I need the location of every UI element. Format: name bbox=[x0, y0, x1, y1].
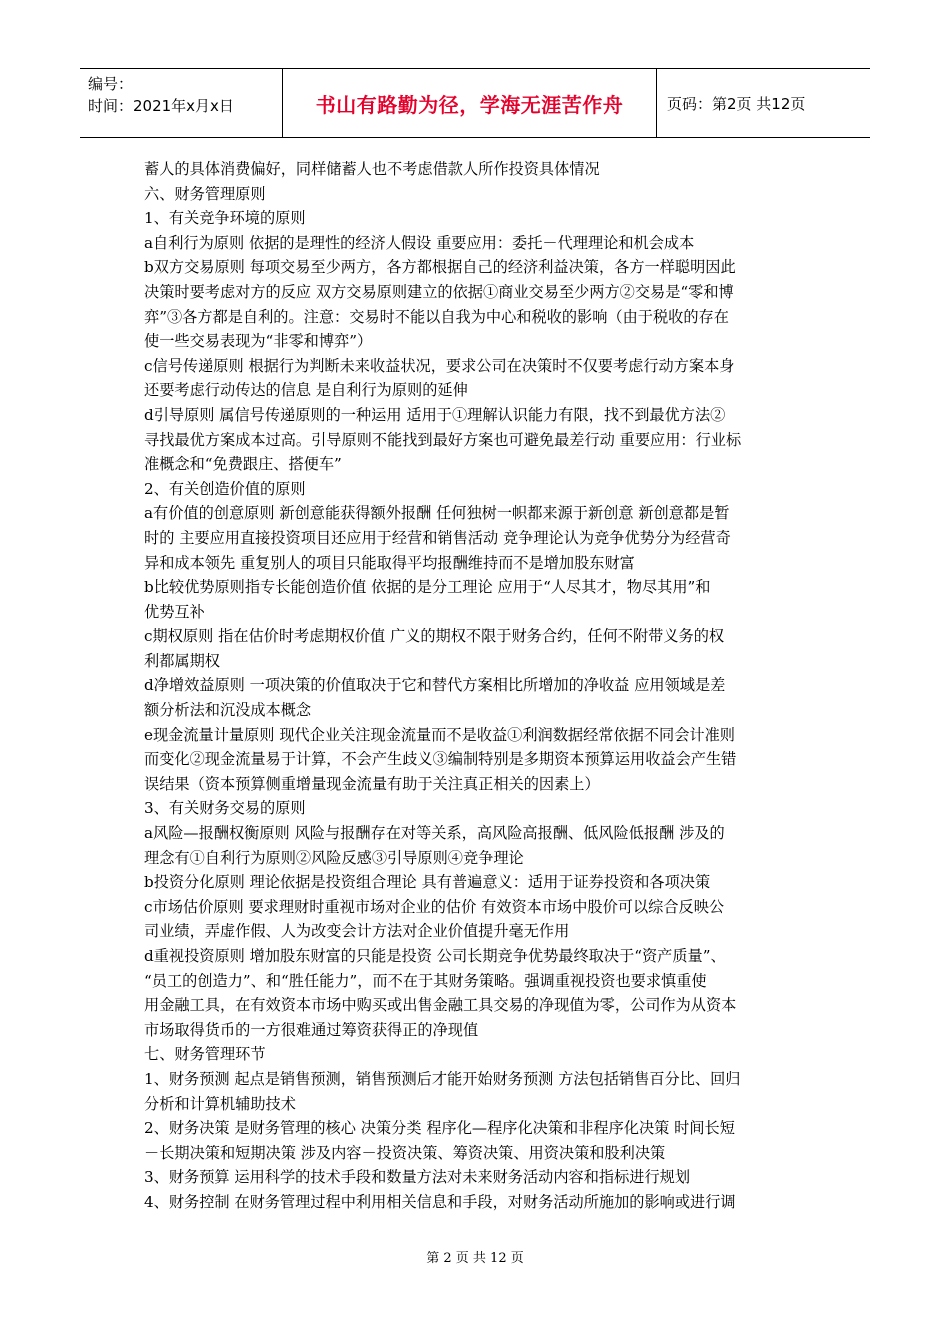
text-line: 2、有关创造价值的原则 bbox=[144, 479, 306, 498]
header-page-cell bbox=[657, 69, 870, 137]
footer-page-number: 第 2 页 共 12 页 bbox=[426, 1251, 524, 1266]
text-line: d重视投资原则 增加股东财富的只能是投资 公司长期竞争优势最终取决于“资产质量”、 bbox=[144, 947, 726, 965]
text-line: 优势互补 bbox=[144, 602, 205, 621]
text-line: 司业绩，弄虚作假、人为改变会计方法对企业价值提升毫无作用 bbox=[144, 922, 570, 941]
text-line: 理念有①自利行为原则②风险反感③引导原则④竞争理论 bbox=[144, 848, 524, 867]
text-line: d净增效益原则 一项决策的价值取决于它和替代方案相比所增加的净收益 应用领域是差 bbox=[144, 676, 726, 695]
text-line: 分析和计算机辅助技术 bbox=[144, 1094, 296, 1113]
text-line: 弈”③各方都是自利的。注意：交易时不能以自我为中心和税收的影响（由于税收的存在 bbox=[144, 307, 729, 326]
text-line: 异和成本领先 重复别人的项目只能取得平均报酬维持而不是增加股东财富 bbox=[144, 553, 635, 572]
motto-text: 书山有路勤为径，学海无涯苦作舟 bbox=[315, 92, 624, 117]
text-line: 使一些交易表现为“非零和博弈”） bbox=[144, 332, 373, 351]
text-line: 还要考虑行动传达的信息 是自利行为原则的延伸 bbox=[144, 381, 468, 400]
text-line: b双方交易原则 每项交易至少两方，各方都根据自己的经济利益决策，各方一样聪明因此 bbox=[144, 258, 736, 277]
text-line: 用金融工具，在有效资本市场中购买或出售金融工具交易的净现值为零，公司作为从资本 bbox=[144, 996, 737, 1015]
date-label: 时间：2021年x月x日 bbox=[88, 97, 234, 115]
text-line: 3、有关财务交易的原则 bbox=[144, 799, 306, 818]
text-line: 而变化②现金流量易于计算，不会产生歧义③编制特别是多期资本预算运用收益会产生错 bbox=[144, 750, 737, 769]
text-line: b投资分化原则 理论依据是投资组合理论 具有普遍意义：适用于证券投资和各项决策 bbox=[144, 873, 711, 892]
text-line: 寻找最优方案成本过高。引导原则不能找到最好方案也可避免最差行动 重要应用：行业标 bbox=[144, 430, 742, 449]
text-line: 七、财务管理环节 bbox=[144, 1045, 266, 1064]
text-line: a风险—报酬权衡原则 风险与报酬存在对等关系，高风险高报酬、低风险低报酬 涉及的 bbox=[144, 824, 725, 843]
text-line: －长期决策和短期决策 涉及内容－投资决策、筹资决策、用资决策和股利决策 bbox=[144, 1143, 666, 1162]
text-line: 利都属期权 bbox=[144, 651, 220, 670]
text-line: c市场估价原则 要求理财时重视市场对企业的估价 有效资本市场中股价可以综合反映公 bbox=[144, 897, 725, 916]
text-line: a有价值的创意原则 新创意能获得额外报酬 任何独树一帜都来源于新创意 新创意都是暂 bbox=[144, 504, 730, 523]
text-line: 六、财务管理原则 bbox=[144, 184, 266, 203]
text-line: d引导原则 属信号传递原则的一种运用 适用于①理解认识能力有限，找不到最优方法② bbox=[144, 405, 726, 424]
text-line: a自利行为原则 依据的是理性的经济人假设 重要应用：委托－代理理论和机会成本 bbox=[144, 233, 695, 252]
text-line: 误结果（资本预算侧重增量现金流量有助于关注真正相关的因素上） bbox=[144, 774, 600, 793]
header-meta-cell bbox=[80, 69, 283, 137]
text-line: 额分析法和沉没成本概念 bbox=[144, 701, 312, 720]
text-line: 市场取得货币的一方很难通过筹资获得正的净现值 bbox=[144, 1020, 479, 1039]
text-line: 4、财务控制 在财务管理过程中利用相关信息和手段，对财务活动所施加的影响或进行调 bbox=[144, 1192, 736, 1211]
text-line: 2、财务决策 是财务管理的核心 决策分类 程序化—程序化决策和非程序化决策 时间长短 bbox=[144, 1119, 735, 1138]
text-line: 时的 主要应用直接投资项目还应用于经营和销售活动 竞争理论认为竞争优势分为经营奇 bbox=[144, 528, 731, 547]
text-line: c期权原则 指在估价时考虑期权价值 广义的期权不限于财务合约，任何不附带义务的权 bbox=[144, 627, 725, 646]
text-line: 准概念和“免费跟庄、搭便车” bbox=[144, 455, 342, 474]
page-header bbox=[80, 68, 870, 138]
text-line: 1、财务预测 起点是销售预测，销售预测后才能开始财务预测 方法包括销售百分比、回归 bbox=[144, 1069, 741, 1088]
text-line: 1、有关竞争环境的原则 bbox=[144, 209, 306, 228]
text-line: 决策时要考虑对方的反应 双方交易原则建立的依据①商业交易至少两方②交易是“零和博 bbox=[144, 282, 734, 301]
document-body bbox=[144, 157, 814, 1215]
page-footer bbox=[0, 1247, 950, 1266]
serial-label: 编号： bbox=[88, 75, 134, 93]
text-line: “员工的创造力”、和“胜任能力”，而不在于其财务策略。强调重视投资也要求慎重使 bbox=[144, 971, 707, 990]
header-motto-cell bbox=[283, 69, 657, 137]
text-line: e现金流量计量原则 现代企业关注现金流量而不是收益①利润数据经常依据不同会计准则 bbox=[144, 725, 735, 744]
text-line: c信号传递原则 根据行为判断未来收益状况，要求公司在决策时不仅要考虑行动方案本身 bbox=[144, 356, 735, 375]
text-line: b比较优势原则指专长能创造价值 依据的是分工理论 应用于“人尽其才，物尽其用”和 bbox=[144, 578, 711, 597]
text-line: 3、财务预算 运用科学的技术手段和数量方法对未来财务活动内容和指标进行规划 bbox=[144, 1168, 691, 1187]
page-info: 页码：第2页 共12页 bbox=[667, 94, 806, 113]
text-line: 蓄人的具体消费偏好，同样储蓄人也不考虑借款人所作投资具体情况 bbox=[144, 160, 600, 178]
